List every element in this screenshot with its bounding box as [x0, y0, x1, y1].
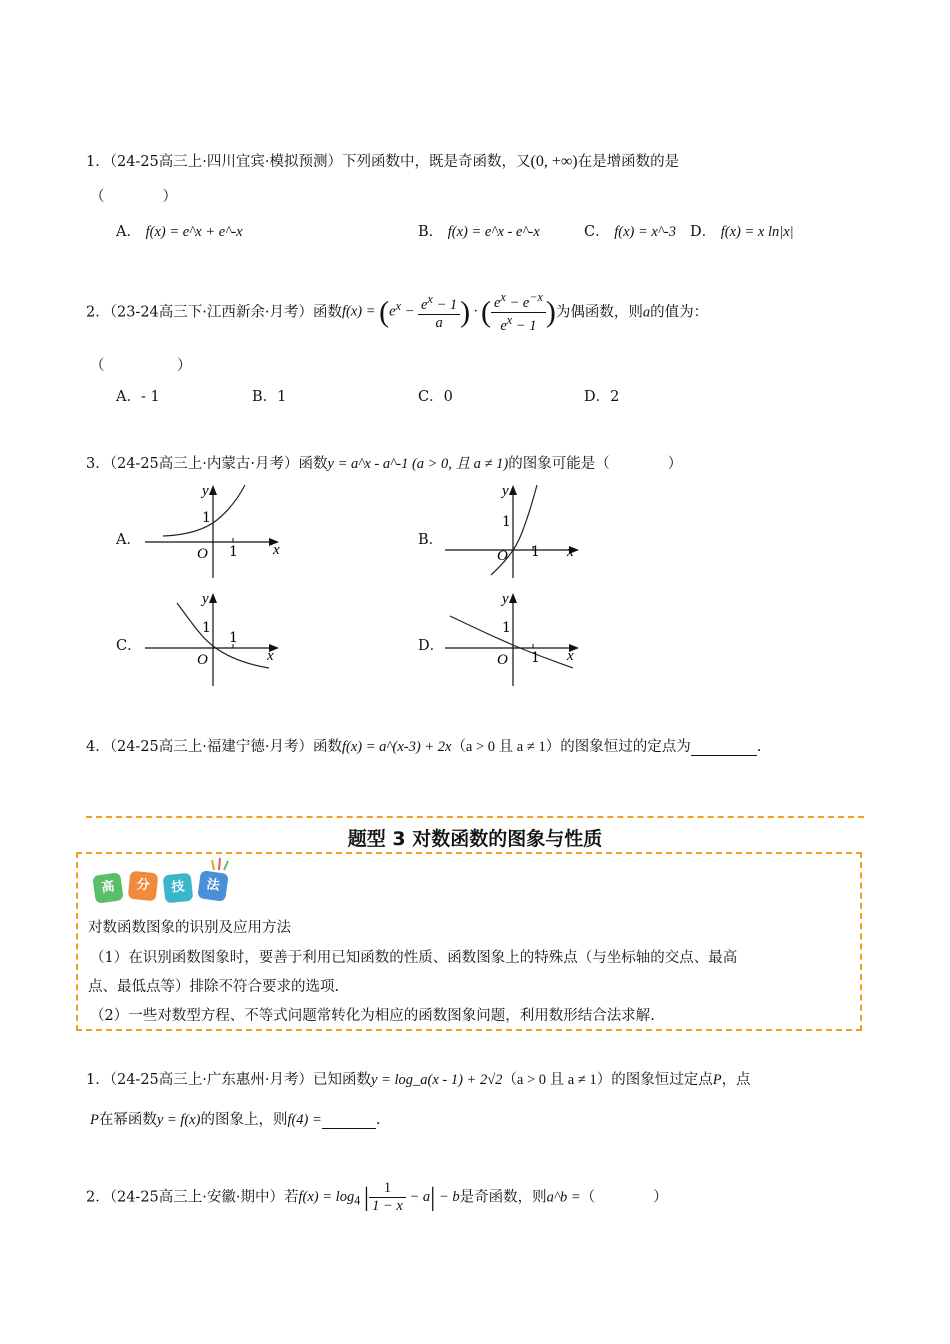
tick-label: 1: [229, 544, 238, 560]
origin-label: O: [497, 548, 508, 564]
question-3: [86, 452, 682, 473]
question-2: [86, 290, 708, 335]
sq1-cond: （a > 0 且 a ≠ 1）: [502, 1072, 612, 1088]
q2-source: （23-24高三下·江西新余·月考）: [109, 304, 314, 321]
q1-text-a: 下列函数中，既是奇函数，又: [342, 154, 531, 170]
q3-text-b: 的图象可能是（ ）: [508, 456, 683, 472]
sq1-answer-blank[interactable]: [322, 1112, 376, 1129]
q3-option-b-label[interactable]: B．: [418, 532, 444, 548]
option-label: D．: [690, 224, 717, 240]
y-axis-arrow-icon: [209, 485, 217, 495]
q4-cond: （a > 0 且 a ≠ 1）: [451, 739, 561, 755]
sq1-end: .: [375, 1112, 381, 1128]
sq2-source: （24-25高三上·安徽·期中）: [109, 1189, 285, 1206]
q3-option-d-label[interactable]: D．: [418, 638, 445, 654]
option-expr: f(x) = e^x - e^-x: [447, 224, 540, 240]
option-value: 2: [610, 389, 620, 405]
section-question-2: [86, 1180, 668, 1215]
option-expr: f(x) = x^-3: [614, 224, 677, 240]
q3-option-c-label[interactable]: C．: [116, 638, 142, 654]
sq2-formula: $f(x) = \log_4$ | $\frac{1}{1 - x}$ − a| − b: [298, 1180, 460, 1214]
sq2-expr: a^b =: [546, 1189, 581, 1206]
option-expr: f(x) = x ln|x|: [720, 224, 794, 240]
q2-paren: （ ）: [90, 358, 192, 374]
tip-item-1a: （1）在识别函数图象时，要善于利用已知函数的性质、函数图象上的特殊点（与坐标轴的交点、最高: [90, 950, 738, 966]
tip-item-2: （2）一些对数型方程、不等式问题常转化为相应的函数图象问题，利用数形结合法求解.: [90, 1008, 655, 1024]
q1-text-b: 在是增函数的是: [577, 154, 680, 170]
section-question-1: [86, 1068, 751, 1089]
sq2-number: 2．: [86, 1189, 110, 1206]
x-label: x: [567, 544, 574, 560]
q3-graph-d[interactable]: [445, 588, 585, 688]
tick-label: 1: [531, 544, 540, 560]
q2-var: a: [642, 304, 651, 321]
curve: [177, 603, 269, 668]
badge-fa: 法: [197, 870, 229, 902]
q2-text-b: 为偶函数，则: [555, 304, 643, 321]
q1-option-d[interactable]: [690, 220, 794, 241]
q4-expr: f(x) = a^(x-3) + 2x: [342, 739, 452, 755]
sq2-text-b: 是奇函数，则: [459, 1189, 547, 1206]
q1-interval: (0, +∞): [530, 153, 578, 170]
x-label: x: [567, 648, 574, 664]
section-title: 题型 3 对数函数的图象与性质: [347, 828, 603, 850]
badge-fen: 分: [128, 871, 159, 902]
q2-option-d[interactable]: [584, 385, 619, 406]
q4-end: .: [756, 739, 762, 755]
sq2-text-a: 若: [284, 1189, 299, 1206]
q3-expr: y = a^x - a^-1 (a > 0, 且 a ≠ 1): [327, 456, 509, 472]
q1-option-a[interactable]: [116, 220, 243, 241]
option-label: A．: [116, 389, 141, 405]
sparkle-icon: [208, 856, 232, 872]
q1-option-c[interactable]: [584, 220, 676, 241]
q2-option-a[interactable]: [116, 385, 160, 406]
y-tick-label: 1: [202, 620, 211, 636]
option-value: 0: [443, 389, 453, 405]
sq1-number: 1．: [86, 1072, 110, 1088]
origin-label: O: [197, 546, 208, 562]
y-label: y: [202, 483, 209, 499]
q3-option-a-label[interactable]: A．: [116, 532, 141, 548]
sq1-expr: y = log_a(x - 1) + 2√2: [371, 1072, 503, 1088]
sq1-text-e: 的图象上，则: [200, 1112, 288, 1128]
q3-graph-c[interactable]: [145, 588, 285, 688]
option-expr: f(x) = e^x + e^-x: [145, 224, 243, 240]
q3-number: 3．: [86, 456, 110, 472]
option-label: B．: [418, 224, 444, 240]
q1-number: 1．: [86, 154, 110, 170]
sq1-text-b: 的图象恒过定点: [611, 1072, 713, 1088]
option-label: A．: [116, 224, 141, 240]
q3-source: （24-25高三上·内蒙古·月考）: [109, 456, 299, 472]
option-value: - 1: [140, 389, 160, 405]
y-label: y: [502, 591, 509, 607]
q2-number: 2．: [86, 304, 110, 321]
option-label: D．: [584, 389, 611, 405]
tick-label: 1: [229, 630, 238, 646]
q4-text-b: 的图象恒过的定点为: [560, 739, 691, 755]
section-top-divider: [86, 816, 864, 818]
option-label: B．: [252, 389, 278, 405]
sq1-expr2: y = f(x): [156, 1112, 201, 1128]
sq1-text-d: 在幂函数: [98, 1112, 157, 1128]
q2-option-c[interactable]: [418, 385, 453, 406]
sq1-source: （24-25高三上·广东惠州·月考）: [109, 1072, 314, 1088]
q2-text-c: 的值为：: [650, 304, 709, 321]
y-axis-arrow-icon: [209, 593, 217, 603]
sq1-expr3: f(4) =: [287, 1112, 322, 1128]
origin-label: O: [497, 652, 508, 668]
section-question-1-line2: [90, 1108, 380, 1129]
tip-title: 对数函数图象的识别及应用方法: [88, 920, 291, 936]
sq2-paren: （ ）: [580, 1189, 668, 1206]
origin-label: O: [197, 652, 208, 668]
q1-paren: （ ）: [90, 189, 177, 205]
badge-gao: 高: [92, 872, 124, 904]
q2-text-a: 函数: [313, 304, 343, 321]
tip-item-1b: 点、最低点等）排除不符合要求的选项.: [88, 979, 340, 995]
y-label: y: [202, 591, 209, 607]
x-label: x: [273, 542, 280, 558]
option-label: C．: [418, 389, 444, 405]
tick-label: 1: [531, 650, 540, 666]
y-tick-label: 1: [202, 510, 211, 526]
y-axis-arrow-icon: [509, 485, 517, 495]
sq1-text-c: ，点: [721, 1072, 751, 1088]
question-1: [86, 150, 679, 171]
q4-text-a: 函数: [313, 739, 343, 755]
q2-option-b[interactable]: [252, 385, 286, 406]
badge-ji: 技: [163, 873, 194, 904]
tip-box: [76, 852, 862, 1031]
y-tick-label: 1: [502, 514, 511, 530]
q4-source: （24-25高三上·福建宁德·月考）: [109, 739, 314, 755]
y-axis-arrow-icon: [509, 593, 517, 603]
y-label: y: [502, 483, 509, 499]
sq1-text-a: 已知函数: [313, 1072, 372, 1088]
q1-source: （24-25高三上·四川宜宾·模拟预测）: [109, 154, 343, 170]
q3-graph-b[interactable]: [445, 480, 585, 580]
curve: [450, 616, 573, 668]
q3-text-a: 函数: [298, 456, 328, 472]
option-label: C．: [584, 224, 610, 240]
q2-formula: $f(x) = (e^x$ − $\frac{e^x - 1}{a}$ ) · ( $\frac{e^x - e^{-x}}{e^x - 1}$ ): [342, 290, 556, 334]
sq1-point: P: [712, 1072, 722, 1088]
option-value: 1: [277, 389, 287, 405]
q1-option-b[interactable]: [418, 220, 540, 241]
y-tick-label: 1: [502, 620, 511, 636]
q4-number: 4．: [86, 739, 110, 755]
sq1-point-2: P: [90, 1112, 99, 1128]
question-4: [86, 735, 761, 756]
q3-graph-a[interactable]: [145, 480, 285, 580]
q4-answer-blank[interactable]: [691, 739, 757, 756]
x-label: x: [267, 648, 274, 664]
